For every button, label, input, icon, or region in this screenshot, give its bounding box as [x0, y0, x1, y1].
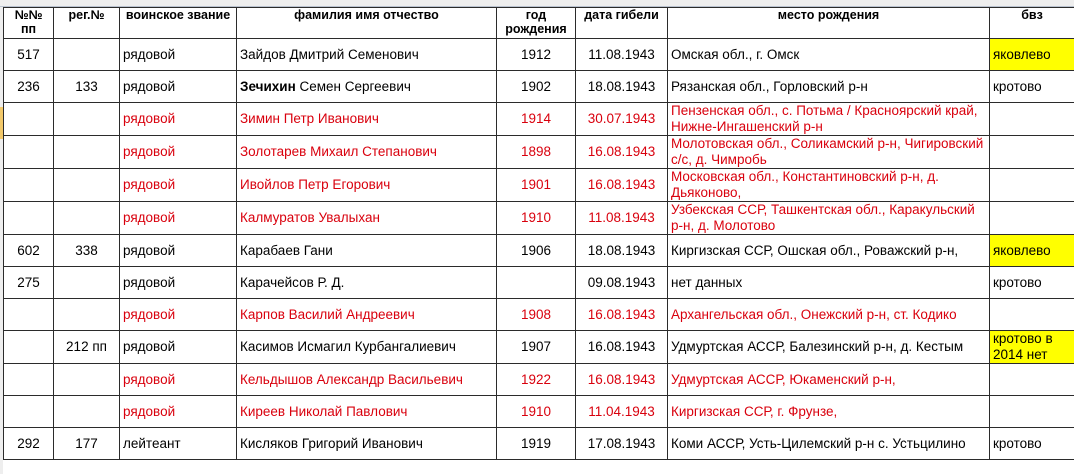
name-text: Карпов Василий Андреевич [240, 306, 415, 322]
col-header-bvz[interactable]: бвз [990, 8, 1074, 39]
name-text: Кельдышов Александр Васильевич [240, 371, 463, 387]
cell-reg[interactable] [54, 103, 120, 136]
cell-num[interactable]: 236 [4, 71, 54, 103]
cell-rank[interactable]: рядовой [120, 103, 237, 136]
col-header-reg[interactable]: рег.№ [54, 8, 120, 39]
cell-year[interactable]: 1912 [497, 39, 576, 71]
cell-rank[interactable]: рядовой [120, 71, 237, 103]
cell-name[interactable] [237, 169, 497, 202]
table-row [4, 396, 1074, 428]
cell-reg[interactable] [54, 364, 120, 396]
cell-rank[interactable]: рядовой [120, 396, 237, 428]
col-header-death[interactable]: дата гибели [576, 8, 668, 39]
cell-year[interactable]: 1919 [497, 428, 576, 460]
cell-num[interactable] [4, 202, 54, 235]
cell-reg[interactable] [54, 267, 120, 299]
cell-reg[interactable] [54, 136, 120, 169]
cell-year[interactable]: 1914 [497, 103, 576, 136]
name-surname-bold: Зечихин [240, 78, 296, 94]
cell-death-date[interactable]: 09.08.1943 [576, 267, 668, 299]
cell-birthplace[interactable]: Омская обл., г. Омск [668, 39, 990, 71]
cell-num[interactable]: 292 [4, 428, 54, 460]
col-header-place[interactable]: место рождения [668, 8, 990, 39]
cell-bvz[interactable] [990, 136, 1074, 169]
cell-num[interactable] [4, 103, 54, 136]
cell-rank[interactable]: рядовой [120, 202, 237, 235]
cell-name[interactable] [237, 136, 497, 169]
cell-death-date[interactable]: 16.08.1943 [576, 364, 668, 396]
cell-name[interactable] [237, 202, 497, 235]
col-header-year[interactable]: год рождения [497, 8, 576, 39]
cell-birthplace[interactable]: Удмуртская АССР, Юкаменский р-н, [668, 364, 990, 396]
cell-bvz[interactable] [990, 396, 1074, 428]
cell-rank[interactable]: лейтеант [120, 428, 237, 460]
cell-name[interactable] [237, 71, 497, 103]
cell-reg[interactable] [54, 39, 120, 71]
cell-death-date[interactable]: 16.08.1943 [576, 331, 668, 364]
cell-year[interactable]: 1910 [497, 202, 576, 235]
cell-rank[interactable]: рядовой [120, 39, 237, 71]
cell-name[interactable] [237, 103, 497, 136]
cell-name[interactable] [237, 364, 497, 396]
cell-bvz[interactable]: яковлево [990, 235, 1074, 267]
name-text: Золотарев Михаил Степанович [240, 144, 437, 159]
cell-birthplace[interactable]: Рязанская обл., Горловский р-н [668, 71, 990, 103]
name-text: Киреев Николай Павлович [240, 403, 408, 419]
cell-rank[interactable]: рядовой [120, 136, 237, 169]
cell-birthplace[interactable]: Узбекская ССР, Ташкентская обл., Каракульский р-н, д. Молотово [668, 202, 990, 235]
cell-name[interactable] [237, 267, 497, 299]
cell-year[interactable]: 1922 [497, 364, 576, 396]
name-text: Карачейсов Р. Д. [240, 274, 345, 290]
cell-birthplace[interactable]: Молотовская обл., Соликамский р-н, Чигировский с/с, д. Чимробь [668, 136, 990, 169]
cell-year[interactable]: 1906 [497, 235, 576, 267]
cell-death-date[interactable]: 11.08.1943 [576, 202, 668, 235]
table-row [4, 136, 1074, 169]
cell-death-date[interactable]: 30.07.1943 [576, 103, 668, 136]
cell-death-date[interactable]: 18.08.1943 [576, 235, 668, 267]
cell-num[interactable]: 517 [4, 39, 54, 71]
soldiers-table [3, 7, 1074, 460]
cell-reg[interactable]: 177 [54, 428, 120, 460]
cell-reg[interactable]: 338 [54, 235, 120, 267]
cell-num[interactable] [4, 396, 54, 428]
name-text: Касимов Исмагил Курбангалиевич [240, 339, 456, 354]
cell-num[interactable] [4, 299, 54, 331]
cell-birthplace[interactable]: Московская обл., Константиновский р-н, д. Дьяконово, [668, 169, 990, 202]
table-row [4, 202, 1074, 235]
cell-death-date[interactable]: 11.08.1943 [576, 39, 668, 71]
cell-death-date[interactable]: 11.04.1943 [576, 396, 668, 428]
cell-rank[interactable]: рядовой [120, 169, 237, 202]
cell-rank[interactable]: рядовой [120, 235, 237, 267]
cell-bvz[interactable] [990, 364, 1074, 396]
cell-bvz[interactable]: яковлево [990, 39, 1074, 71]
cell-bvz[interactable]: кротово [990, 71, 1074, 103]
cell-reg[interactable]: 212 пп [54, 331, 120, 364]
table-row [4, 235, 1074, 267]
cell-name[interactable] [237, 39, 497, 71]
cell-birthplace[interactable]: Архангельская обл., Онежский р-н, ст. Кодико [668, 299, 990, 331]
cell-death-date[interactable]: 17.08.1943 [576, 428, 668, 460]
cell-bvz[interactable]: кротово [990, 428, 1074, 460]
cell-num[interactable]: 275 [4, 267, 54, 299]
col-header-rank[interactable]: воинское звание [120, 8, 237, 39]
col-header-num[interactable]: №№ пп [4, 8, 54, 39]
cell-num[interactable] [4, 331, 54, 364]
sheet-top-edge [0, 0, 1074, 7]
name-text: Зимин Петр Иванович [240, 111, 379, 126]
table-row [4, 39, 1074, 71]
cell-reg[interactable] [54, 299, 120, 331]
cell-birthplace[interactable]: Киргизская ССР, Ошская обл., Роважский р-н, [668, 235, 990, 267]
cell-rank[interactable]: рядовой [120, 364, 237, 396]
cell-birthplace[interactable]: нет данных [668, 267, 990, 299]
cell-name[interactable] [237, 428, 497, 460]
cell-reg[interactable] [54, 202, 120, 235]
cell-rank[interactable]: рядовой [120, 267, 237, 299]
cell-bvz[interactable] [990, 169, 1074, 202]
name-text: Зайдов Дмитрий Семенович [240, 46, 419, 62]
cell-bvz[interactable] [990, 202, 1074, 235]
cell-death-date[interactable]: 16.08.1943 [576, 169, 668, 202]
cell-year[interactable]: 1898 [497, 136, 576, 169]
cell-reg[interactable]: 133 [54, 71, 120, 103]
table-row [4, 428, 1074, 460]
cell-rank[interactable]: рядовой [120, 331, 237, 364]
name-text: Ивойлов Петр Егорович [240, 177, 391, 192]
cell-name[interactable] [237, 299, 497, 331]
cell-reg[interactable] [54, 169, 120, 202]
cell-death-date[interactable]: 16.08.1943 [576, 299, 668, 331]
cell-rank[interactable]: рядовой [120, 299, 237, 331]
table-row [4, 71, 1074, 103]
cell-name[interactable] [237, 396, 497, 428]
cell-bvz[interactable]: кротово в 2014 нет [990, 331, 1074, 364]
cell-num[interactable] [4, 169, 54, 202]
cell-year[interactable] [497, 267, 576, 299]
cell-name[interactable] [237, 331, 497, 364]
cell-birthplace[interactable]: Удмуртская АССР, Балезинский р-н, д. Кестым [668, 331, 990, 364]
cell-birthplace[interactable]: Коми АССР, Усть-Цилемский р-н с. Устьцилино [668, 428, 990, 460]
cell-bvz[interactable] [990, 299, 1074, 331]
table-row [4, 364, 1074, 396]
cell-year[interactable]: 1901 [497, 169, 576, 202]
name-text: Калмуратов Увалыхан [240, 210, 380, 225]
cell-birthplace[interactable]: Киргизская ССР, г. Фрунзе, [668, 396, 990, 428]
cell-year[interactable]: 1910 [497, 396, 576, 428]
cell-death-date[interactable]: 16.08.1943 [576, 136, 668, 169]
table-row [4, 267, 1074, 299]
col-header-name[interactable]: фамилия имя отчество [237, 8, 497, 39]
name-text: Карабаев Гани [240, 242, 333, 258]
table-row [4, 299, 1074, 331]
cell-num[interactable] [4, 364, 54, 396]
cell-death-date[interactable]: 18.08.1943 [576, 71, 668, 103]
cell-year[interactable]: 1908 [497, 299, 576, 331]
cell-bvz[interactable] [990, 103, 1074, 136]
cell-year[interactable]: 1907 [497, 331, 576, 364]
cell-reg[interactable] [54, 396, 120, 428]
cell-birthplace[interactable]: Пензенская обл., с. Потьма / Красноярский край, Нижне-Ингашенский р-н [668, 103, 990, 136]
header-row [4, 8, 1074, 39]
name-text: Кисляков Григорий Иванович [240, 435, 423, 451]
table-row [4, 331, 1074, 364]
table-row [4, 169, 1074, 202]
cell-num[interactable]: 602 [4, 235, 54, 267]
cell-num[interactable] [4, 136, 54, 169]
table-row [4, 103, 1074, 136]
cell-bvz[interactable]: кротово [990, 267, 1074, 299]
cell-name[interactable] [237, 235, 497, 267]
cell-year[interactable]: 1902 [497, 71, 576, 103]
name-text: Семен Сергеевич [295, 78, 411, 94]
